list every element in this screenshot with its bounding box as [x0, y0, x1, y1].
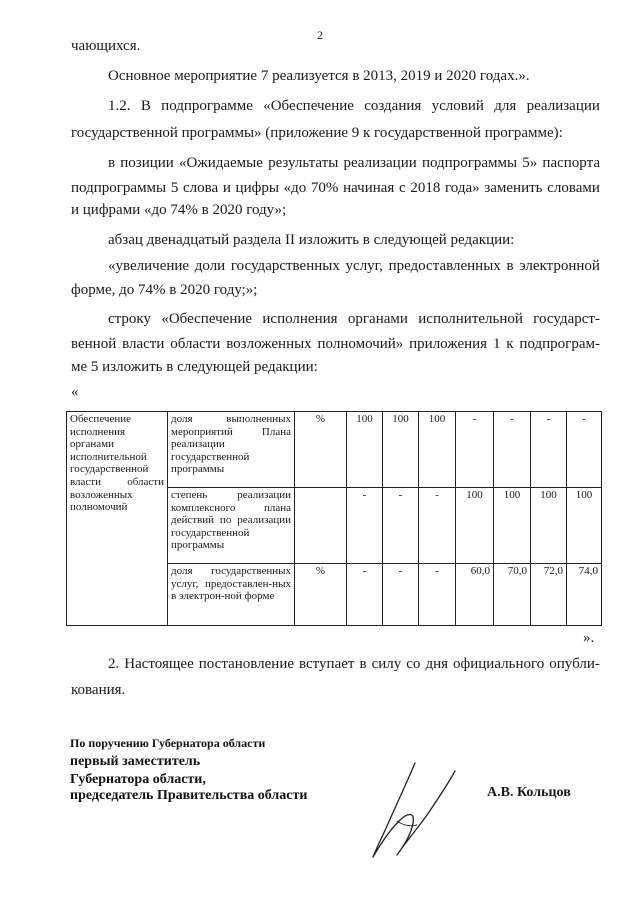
open-quote: «	[71, 384, 79, 400]
word: 5»	[522, 155, 538, 171]
value-cell: 74,0	[567, 564, 602, 626]
word: вступает	[299, 656, 355, 672]
unit-cell: %	[295, 564, 347, 626]
word: с	[398, 180, 406, 196]
text-line-9	[108, 258, 600, 275]
word: года»	[445, 180, 480, 196]
word: В	[140, 98, 151, 114]
word: «Обеспечение	[161, 311, 253, 327]
main-event-cell: Обеспечение исполнения органами исполнительной государственной власти области возложенных полномочий	[67, 412, 168, 626]
word: области	[170, 336, 221, 352]
value-cell: -	[383, 564, 419, 626]
word: реализации	[526, 98, 600, 114]
word: 1.2.	[108, 98, 131, 114]
word: возложенных	[226, 336, 312, 352]
word: услуг,	[345, 258, 383, 274]
text-line-15: кования.	[71, 682, 126, 698]
word: постановление	[198, 656, 295, 672]
word: «Ожидаемые	[179, 155, 263, 171]
word: паспорта	[542, 155, 600, 171]
word: силу	[371, 656, 402, 672]
signature-line-2: первый заместитель	[70, 754, 201, 769]
word: подпрограммы	[421, 155, 518, 171]
text-line-2: Основное мероприятие 7 реализуется в 2013, 2019 и 2020 годах.».	[108, 68, 530, 84]
text-line-12	[71, 336, 600, 353]
text-line-1: чающихся.	[71, 38, 141, 54]
text-line-13: ме 5 изложить в следующей редакции:	[71, 359, 318, 375]
signature-line-4: председатель Правительства области	[70, 788, 308, 803]
word: венной	[71, 336, 117, 352]
text-line-10: форме, до 74% в 2020 году;»;	[71, 282, 258, 298]
word: власти	[122, 336, 165, 352]
value-cell: 100	[531, 488, 567, 564]
word: начиная	[343, 180, 395, 196]
text-line-5	[108, 155, 600, 172]
word: исполнительной	[418, 311, 523, 327]
value-cell: -	[347, 488, 383, 564]
word: официального	[453, 656, 545, 672]
word: «Обеспечение	[263, 98, 354, 114]
word: позиции	[120, 155, 174, 171]
word: к	[506, 336, 514, 352]
word: словами	[547, 180, 600, 196]
signature-line-3: Губернатора области,	[70, 772, 206, 787]
word: приложения	[409, 336, 488, 352]
word: в	[359, 656, 367, 672]
word: реализации	[343, 155, 417, 171]
word: государственных	[230, 258, 340, 274]
text-line-7: и цифрами «до 74% в 2020 году»;	[71, 202, 287, 218]
value-cell: 72,0	[531, 564, 567, 626]
word: заменить	[484, 180, 543, 196]
text-line-8: абзац двенадцатый раздела II изложить в следующей редакции:	[108, 232, 515, 248]
word: 2018	[410, 180, 441, 196]
word: подпрограммы	[71, 180, 167, 196]
indicator-cell: доля выполненных мероприятий Плана реализации государственной программы	[168, 412, 295, 488]
word: 5	[170, 180, 179, 196]
word: органами	[347, 311, 408, 327]
indicator-cell: степень реализации комплексного плана действий по реализации государственной программы	[168, 488, 295, 564]
word: исполнения	[262, 311, 338, 327]
word: дня	[425, 656, 449, 672]
text-line-4: государственной программы» (приложение 9 к государственной программе):	[71, 125, 563, 141]
value-cell: 100	[494, 488, 531, 564]
value-cell: 100	[419, 412, 456, 488]
value-cell: -	[383, 488, 419, 564]
word: условий	[431, 98, 484, 114]
value-cell: 100	[383, 412, 419, 488]
value-cell: 60,0	[456, 564, 494, 626]
word: 2.	[108, 656, 120, 672]
value-cell: -	[494, 412, 531, 488]
word: в	[108, 155, 116, 171]
word: государст-	[533, 311, 600, 327]
value-cell: -	[456, 412, 494, 488]
unit-cell	[295, 488, 347, 564]
word: подпрограмме	[161, 98, 253, 114]
word: «увеличение	[108, 258, 190, 274]
value-cell: 100	[567, 488, 602, 564]
value-cell: -	[531, 412, 567, 488]
word: строку	[108, 311, 151, 327]
value-cell: -	[419, 488, 456, 564]
word: полномочий»	[317, 336, 404, 352]
word: и	[222, 180, 231, 196]
word: создания	[364, 98, 422, 114]
word: 70%	[310, 180, 339, 196]
value-cell: 100	[347, 412, 383, 488]
close-quote: ».	[583, 630, 595, 646]
word: опубли-	[549, 656, 600, 672]
signatory-name: А.В. Кольцов	[487, 785, 571, 800]
text-line-14	[108, 656, 600, 673]
word: доли	[194, 258, 226, 274]
word: в	[506, 258, 514, 274]
value-cell: 70,0	[494, 564, 531, 626]
word: для	[494, 98, 517, 114]
text-line-3	[108, 98, 600, 115]
indicator-table	[66, 411, 602, 626]
word: предоставленных	[388, 258, 501, 274]
value-cell: -	[347, 564, 383, 626]
word: подпрограм-	[519, 336, 600, 352]
indicator-cell: доля государственных услуг, предоставлен-ных в электрон-ной форме	[168, 564, 295, 626]
signature-line-1: По поручению Губернатора области	[70, 736, 266, 750]
word: результаты	[268, 155, 339, 171]
word: Настоящее	[124, 656, 194, 672]
word: «до	[283, 180, 307, 196]
text-line-6	[71, 180, 600, 197]
word: 1	[492, 336, 501, 352]
value-cell: -	[419, 564, 456, 626]
value-cell: -	[567, 412, 602, 488]
unit-cell: %	[295, 412, 347, 488]
word: слова	[182, 180, 219, 196]
word: со	[406, 656, 421, 672]
table-row	[67, 412, 602, 488]
handwritten-signature	[355, 755, 470, 865]
word: электронной	[519, 258, 600, 274]
page-number: 2	[317, 28, 323, 42]
word: цифры	[235, 180, 279, 196]
value-cell: 100	[456, 488, 494, 564]
text-line-11	[108, 311, 600, 328]
